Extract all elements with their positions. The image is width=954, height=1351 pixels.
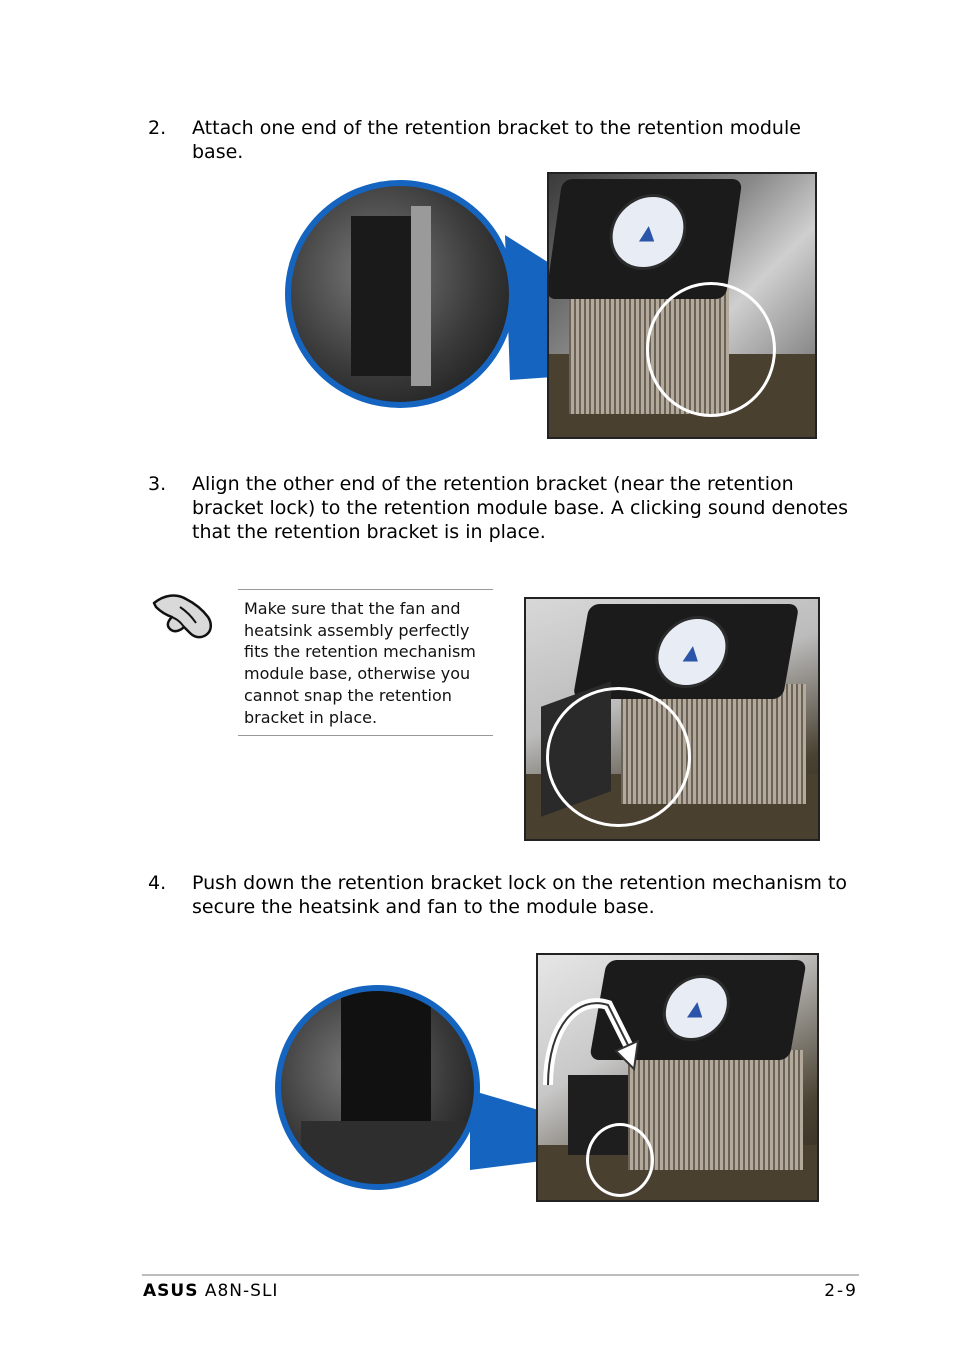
highlight-circle [646,282,776,417]
step-text: Align the other end of the retention bracket (near the retention bracket lock) to the retention module base. A clicking sound denotes that the retention bracket is in place. [192,473,848,543]
step-4 [148,871,848,923]
step-4-zoom [275,985,480,1190]
footer-brand: ASUS [143,1281,199,1301]
highlight-circle [546,687,691,827]
footer-product [143,1281,278,1301]
step-2 [148,116,828,168]
step-text: Attach one end of the retention bracket to the retention module base. [192,117,801,163]
rotate-arrow-icon [538,985,648,1095]
step-3 [148,472,848,548]
step-number: 3. [148,473,167,495]
fan-hub: ▲ [650,616,735,688]
step-2-photo [547,172,817,439]
note-box [238,589,493,736]
highlight-circle [586,1123,654,1197]
footer-rule [142,1274,859,1276]
fan [547,179,742,299]
note-text: Make sure that the fan and heatsink assembly perfectly fits the retention mechanism module base, otherwise you cannot snap the retention bracket in place. [244,599,476,727]
step-number: 2. [148,117,167,139]
step-4-photo [536,953,819,1202]
fan-hub: ▲ [658,975,736,1041]
footer-model: A8N-SLI [204,1281,279,1301]
step-2-zoom [285,180,515,408]
fan-hub: ▲ [605,194,692,270]
page-number: 2-9 [824,1281,858,1301]
step-number: 4. [148,872,167,894]
step-3-photo [524,597,820,841]
hand-note-icon [150,587,216,641]
step-text: Push down the retention bracket lock on the retention mechanism to secure the heatsink and fan to the module base. [192,872,848,918]
